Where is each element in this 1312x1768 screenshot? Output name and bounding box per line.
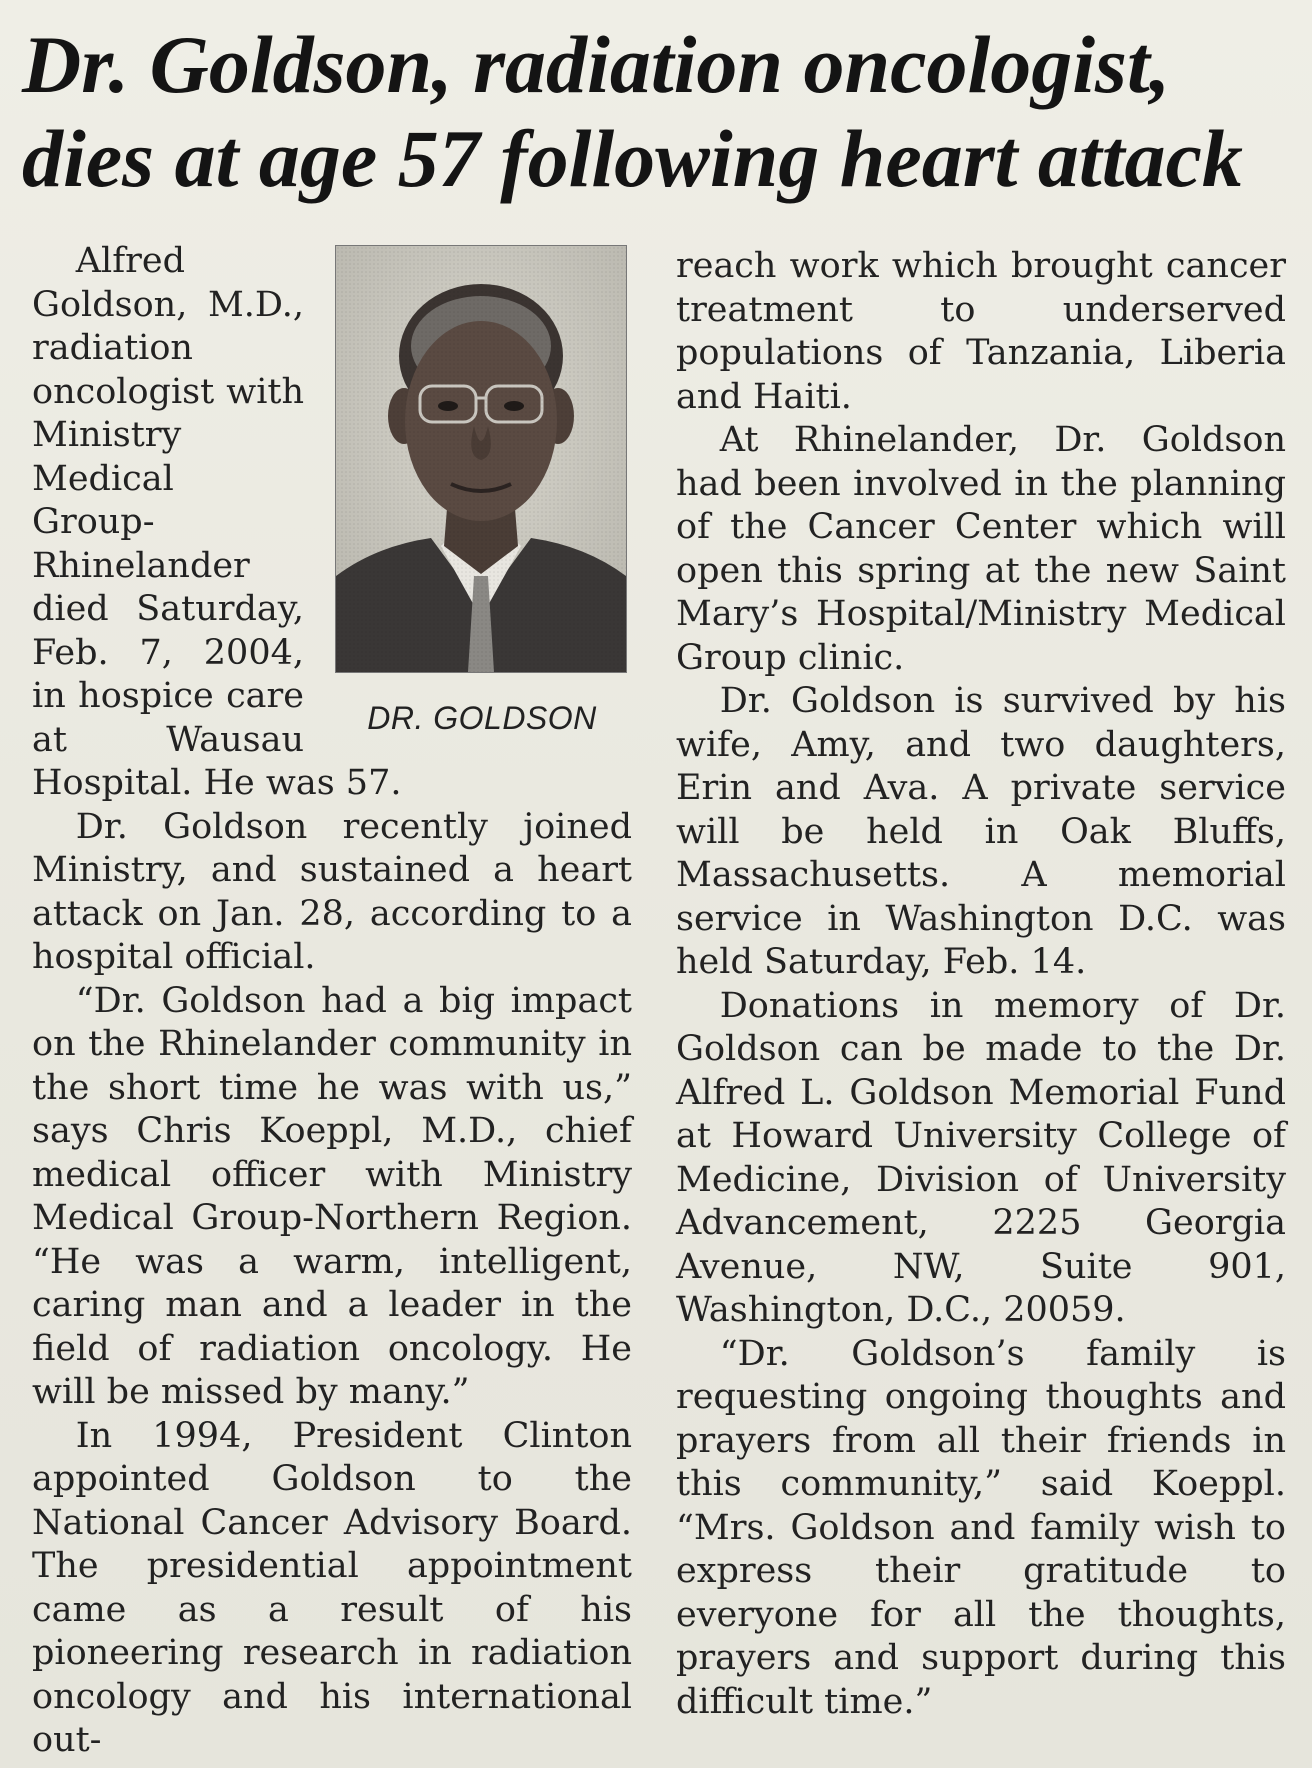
portrait-photo	[335, 245, 627, 673]
portrait-illustration	[336, 246, 626, 672]
paragraph-4-start: In 1994, President Clinton appointed Goldson to the National Cancer Advisory Board. The presidential appointment came as a result of his pioneering research in radiation oncology and his international out-	[32, 1415, 632, 1760]
paragraph-5: At Rhinelander, Dr. Goldson had been involved in the planning of the Cancer Center which will open this spring at the new Saint Mary’s Hospital/Ministry Medical Group clinic.	[676, 420, 1286, 678]
headline-line-1: Dr. Goldson, radiation oncologist,	[22, 19, 1171, 110]
paragraph-7: Donations in memory of Dr. Goldson can be made to the Dr. Alfred L. Goldson Memorial Fund at Howard University College of Medicine, Division of University Advancement, 2225 Georgia Avenue, NW, Suite 901, Washington, D.C., 20059.	[676, 985, 1286, 1330]
paragraph-6: Dr. Goldson is survived by his wife, Amy, and two daughters, Erin and Ava. A private service will be held in Oak Bluffs, Massachusetts. A memorial service in Washington D.C. was held Saturday, Feb. 14.	[676, 681, 1286, 982]
paragraph-8: “Dr. Goldson’s family is requesting ongoing thoughts and prayers from all their friends in this community,” said Koeppl. “Mrs. Goldson and family wish to express their gratitude to everyone for all the thoughts, prayers and support during this difficult time.”	[676, 1333, 1286, 1722]
headline-line-2: dies at age 57 following heart attack	[22, 113, 1243, 204]
column-left	[32, 240, 632, 1763]
column-right	[676, 245, 1286, 1724]
paragraph-3: “Dr. Goldson had a big impact on the Rhinelander community in the short time he was with us,” says Chris Koeppl, M.D., chief medical officer with Ministry Medical Group-Northern Region. “He was a warm, intelligent, caring man and a leader in the field of radiation oncology. He will be missed by many.”	[32, 980, 632, 1412]
paragraph-1: Alfred Goldson, M.D., radiation oncologist with Ministry Medical Group-Rhinelander died Saturday, Feb. 7, 2004, in hospice care at Wausau Hospital. He was 57.	[32, 241, 402, 803]
headline	[22, 18, 1292, 206]
photo-block	[332, 240, 632, 760]
paragraph-2: Dr. Goldson recently joined Ministry, and sustained a heart attack on Jan. 28, according to a hospital official.	[32, 806, 632, 977]
photo-caption: DR. GOLDSON	[367, 700, 597, 736]
paragraph-4-continued: reach work which brought cancer treatment to underserved populations of Tanzania, Liberia and Haiti.	[676, 246, 1286, 417]
